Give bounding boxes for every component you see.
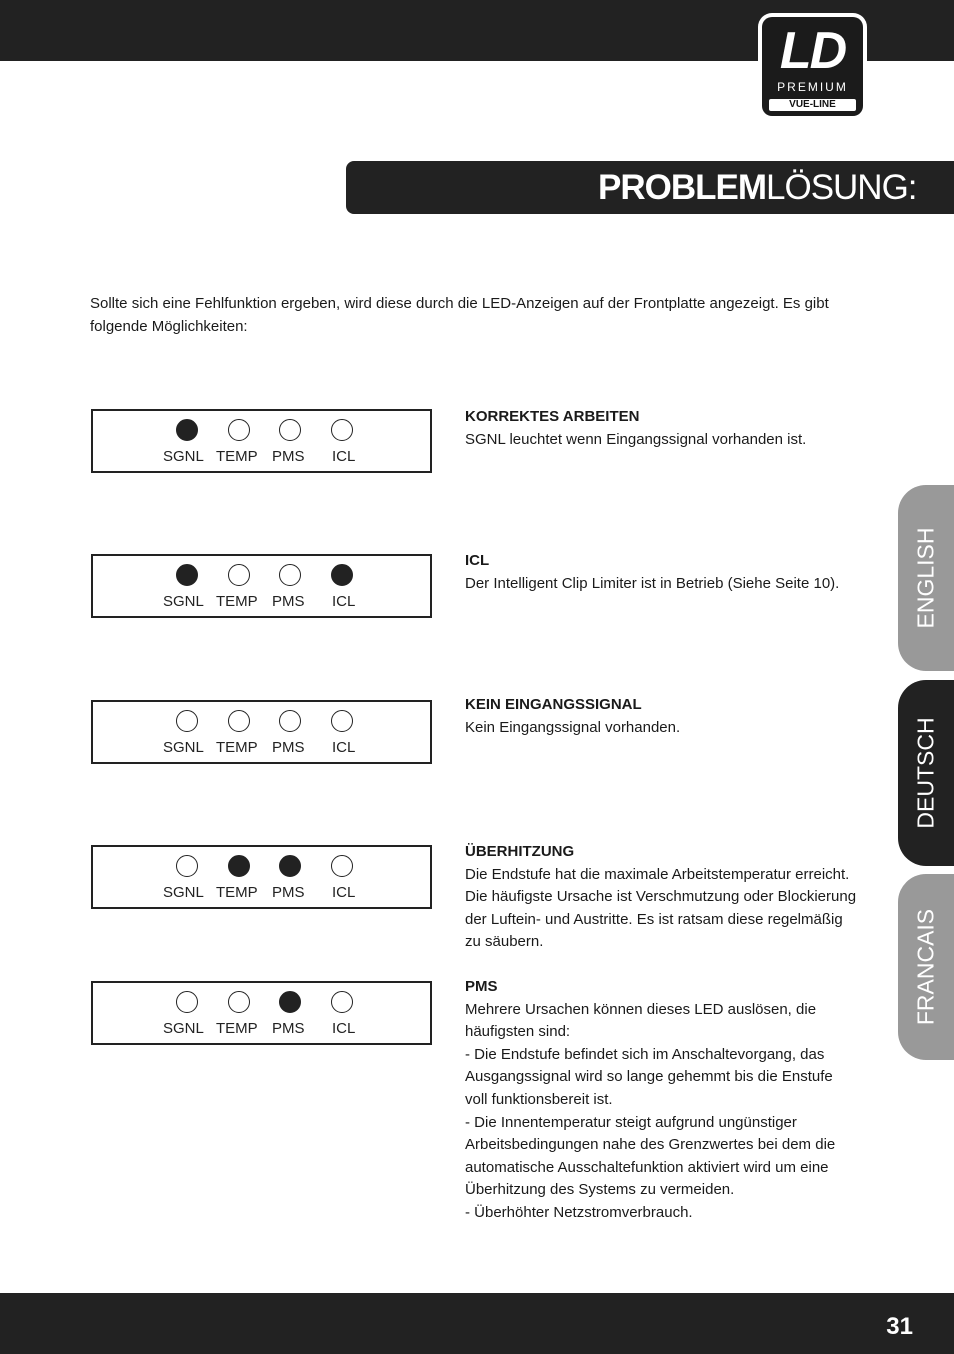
brand-logo (758, 13, 867, 120)
led-label-icl: ICL (332, 884, 356, 901)
description-4 (465, 841, 865, 954)
logo-vueline-text: VUE-LINE (769, 99, 856, 111)
led-indicator-icl (331, 991, 353, 1013)
tab-english[interactable] (898, 485, 954, 671)
led-indicator-pms (279, 564, 301, 586)
page-number: 31 (886, 1313, 913, 1340)
led-label-pms: PMS (272, 884, 305, 901)
led-indicator-icl (331, 855, 353, 877)
led-label-temp: TEMP (216, 448, 258, 465)
led-indicator-icl (331, 419, 353, 441)
tab-francais-label: FRANCAIS (912, 908, 939, 1026)
led-indicator-icl (331, 564, 353, 586)
led-label-sgnl: SGNL (163, 739, 204, 756)
tab-francais[interactable] (898, 874, 954, 1060)
led-indicator-pms (279, 855, 301, 877)
led-indicator-sgnl (176, 991, 198, 1013)
description-heading: ICL (465, 552, 490, 569)
description-heading: KORREKTES ARBEITEN (465, 408, 640, 425)
led-indicator-sgnl (176, 855, 198, 877)
led-panel-4 (91, 845, 432, 909)
page-title (598, 163, 917, 213)
led-indicator-pms (279, 991, 301, 1013)
description-5 (465, 976, 865, 1225)
led-indicator-temp (228, 855, 250, 877)
page-title-rest: LÖSUNG: (766, 168, 917, 207)
description-heading: KEIN EINGANGSSIGNAL (465, 696, 642, 713)
description-1 (465, 406, 865, 451)
description-heading: PMS (465, 978, 498, 995)
led-indicator-pms (279, 710, 301, 732)
led-label-pms: PMS (272, 593, 305, 610)
tab-deutsch[interactable] (898, 680, 954, 866)
led-label-pms: PMS (272, 1020, 305, 1037)
description-text: Die Endstufe hat die maximale Arbeitstemperatur erreicht. Die häufigste Ursache ist Verschmutzung oder Blockierung der Luftein- und Austritte. Es ist ratsam diese regelmäßig zu säubern. (465, 865, 857, 951)
led-indicator-temp (228, 419, 250, 441)
led-label-sgnl: SGNL (163, 593, 204, 610)
led-label-icl: ICL (332, 1020, 356, 1037)
led-indicator-sgnl (176, 419, 198, 441)
led-label-icl: ICL (332, 593, 356, 610)
description-3 (465, 694, 865, 739)
led-indicator-icl (331, 710, 353, 732)
description-text: Der Intelligent Clip Limiter ist in Betrieb (Siehe Seite 10). (465, 574, 840, 592)
led-panel-3 (91, 700, 432, 764)
led-indicator-pms (279, 419, 301, 441)
led-label-sgnl: SGNL (163, 884, 204, 901)
led-panel-5 (91, 981, 432, 1045)
bottom-bar (0, 1293, 954, 1354)
intro-text: Sollte sich eine Fehlfunktion ergeben, wird diese durch die LED-Anzeigen auf der Frontplatte angezeigt. Es gibt folgende Möglichkeiten: (90, 295, 829, 335)
led-label-temp: TEMP (216, 739, 258, 756)
led-panel-1 (91, 409, 432, 473)
led-label-icl: ICL (332, 739, 356, 756)
led-label-temp: TEMP (216, 1020, 258, 1037)
tab-deutsch-label: DEUTSCH (912, 717, 939, 829)
led-indicator-sgnl (176, 710, 198, 732)
description-text: SGNL leuchtet wenn Eingangssignal vorhanden ist. (465, 430, 807, 448)
led-indicator-temp (228, 564, 250, 586)
description-text: Mehrere Ursachen können dieses LED auslösen, die häufigsten sind: - Die Endstufe befindet sich im Anschaltevorgang, das Ausgangssignal wird so lange gehemmt bis die Enstufe voll funktionsbereit ist. - Die Innentemperatur steigt aufgrund ungünstiger Arbeitsbedingungen nahe des Grenzwertes bei dem die automatische Ausschaltefunktion aktiviert wird um eine Überhitzung des Systems zu vermeiden. - Überhöhter Netzstromverbrauch. (465, 1000, 836, 1221)
description-2 (465, 550, 865, 595)
led-label-pms: PMS (272, 739, 305, 756)
led-indicator-temp (228, 710, 250, 732)
led-label-temp: TEMP (216, 593, 258, 610)
led-label-sgnl: SGNL (163, 448, 204, 465)
led-indicator-temp (228, 991, 250, 1013)
led-label-sgnl: SGNL (163, 1020, 204, 1037)
led-panel-2 (91, 554, 432, 618)
tab-english-label: ENGLISH (912, 527, 939, 629)
logo-main-text: LD (779, 22, 846, 80)
description-text: Kein Eingangssignal vorhanden. (465, 718, 681, 736)
led-indicator-sgnl (176, 564, 198, 586)
description-heading: ÜBERHITZUNG (465, 843, 575, 860)
logo-premium-text: PREMIUM (777, 80, 848, 94)
page-title-bold: PROBLEM (598, 168, 766, 207)
led-label-pms: PMS (272, 448, 305, 465)
led-label-icl: ICL (332, 448, 356, 465)
led-label-temp: TEMP (216, 884, 258, 901)
